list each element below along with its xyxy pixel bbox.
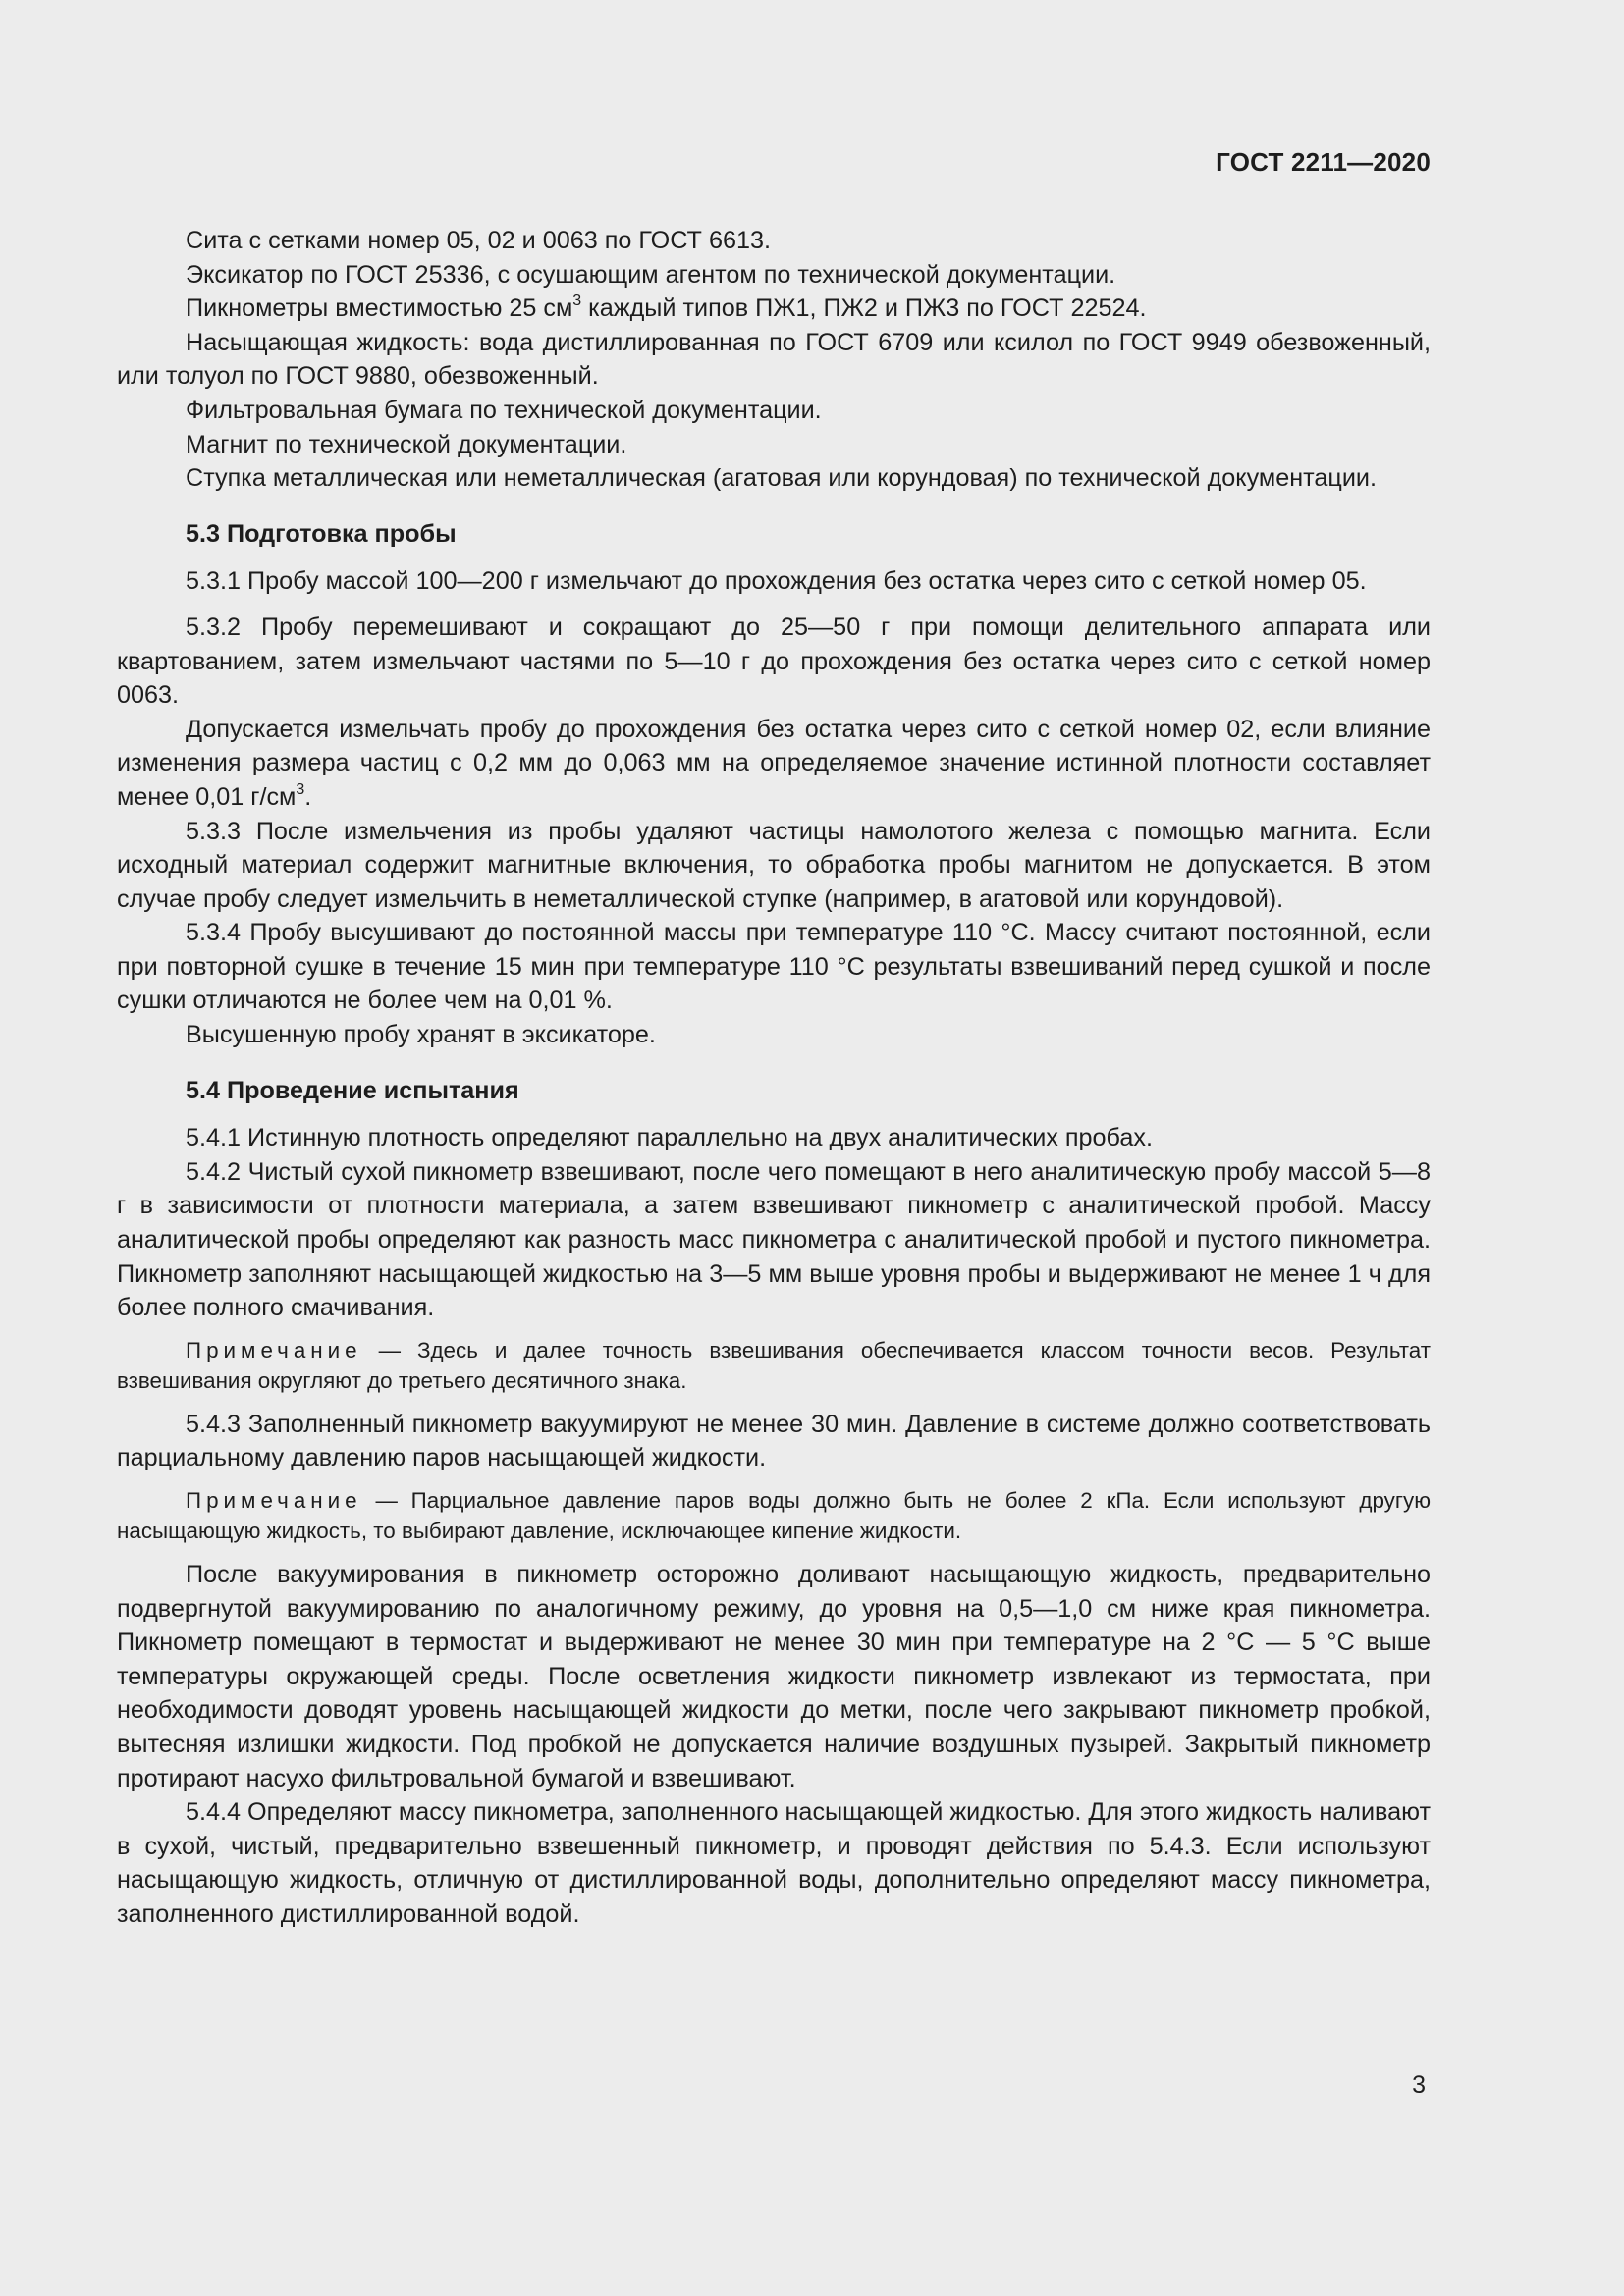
allowed-text-end: . [304,782,312,811]
paragraph-after-vacuum: После вакуумирования в пикнометр осторожно доливают насыщающую жидкость, предварительно подвергнутой вакуумированию по аналогичному режиму, до уровня на 0,5—1,0 см ниже края пикнометра. Пикнометр помещают в термостат и выдерживают не менее 30 мин при температуре на 2 °С — 5 °С выше температуры окружающей среды. После осветления жидкости пикнометр извлекают из термостата, при необходимости доводят уровень насыщающей жидкости до метки, после чего закрывают пикнометр пробкой, вытесняя излишки жидкости. Под пробкой не допускается наличие воздушных пузырей. Закрытый пикнометр протирают насухо фильтровальной бумагой и взвешивают. [117,1561,1431,1792]
allowed-text-start: Допускается измельчать пробу до прохождения без остатка через сито с сеткой номер 02, если влияние изменения размера частиц с 0,2 мм до 0,063 мм на определяемое значение истинной плотности составляет менее 0,01 г/см [117,715,1431,811]
paragraph-5-3-4: 5.3.4 Пробу высушивают до постоянной массы при температуре 110 °С. Массу считают постоянной, если при повторной сушке в течение 15 мин при температуре 110 °С результаты взвешиваний перед сушкой и после сушки отличаются не более чем на 0,01 %. [117,919,1431,1015]
paragraph-5-4-1: 5.4.1 Истинную плотность определяют параллельно на двух аналитических пробах. [186,1124,1153,1152]
pycnometers-superscript: 3 [572,293,582,310]
note-text: — Здесь и далее точность взвешивания обеспечивается классом точности весов. Результат взвешивания округляют до третьего десятичного знака. [117,1337,1431,1393]
section-heading-5-4: 5.4 Проведение испытания [186,1076,519,1104]
document-body [117,224,1431,1932]
paragraph-5-4-4: 5.4.4 Определяют массу пикнометра, заполненного насыщающей жидкостью. Для этого жидкость наливают в сухой, чистый, предварительно взвешенный пикнометр, и проводят действия по 5.4.3. Если используют насыщающую жидкость, отличную от дистиллированной воды, дополнительно определяют массу пикнометра, заполненного дистиллированной водой. [117,1798,1431,1928]
pycnometers-text-end: каждый типов ПЖ1, ПЖ2 и ПЖ3 по ГОСТ 22524. [581,294,1147,323]
section-heading-5-3: 5.3 Подготовка пробы [186,519,457,548]
paragraph-5-3-3: 5.3.3 После измельчения из пробы удаляют частицы намолотого железа с помощью магнита. Если исходный материал содержит магнитные включения, то обработка пробы магнитом не допускается. В этом случае пробу следует измельчить в неметаллической ступке (например, в агатовой или корундовой). [117,817,1431,913]
paragraph-allowed-grinding [117,713,1431,815]
note-weighing [117,1335,1431,1396]
list-item-filter-paper: Фильтровальная бумага по технической документации. [186,396,822,424]
note-text: — Парциальное давление паров воды должно быть не более 2 кПа. Если используют другую насыщающую жидкость, то выбирают давление, исключающее кипение жидкости. [117,1488,1431,1543]
paragraph-storage: Высушенную пробу хранят в эксикаторе. [186,1021,656,1049]
list-item-sieves: Сита с сетками номер 05, 02 и 0063 по ГОСТ 6613. [186,227,771,254]
pycnometers-text-start: Пикнометры вместимостью 25 см [186,294,573,323]
note-label: Примечание [186,1488,362,1513]
list-item-mortar: Ступка металлическая или неметаллическая (агатовая или корундовая) по технической документации. [186,464,1377,493]
note-label: Примечание [186,1337,362,1362]
document-code: ГОСТ 2211—2020 [1216,147,1431,177]
note-pressure [117,1485,1431,1546]
spacer [117,599,1431,611]
paragraph-5-4-3: 5.4.3 Заполненный пикнометр вакуумируют не менее 30 мин. Давление в системе должно соответствовать парциальному давлению паров насыщающей жидкости. [117,1410,1431,1472]
page-number: 3 [1412,2071,1426,2099]
paragraph-5-4-2: 5.4.2 Чистый сухой пикнометр взвешивают, после чего помещают в него аналитическую пробу массой 5—8 г в зависимости от плотности материала, а затем взвешивают пикнометр с аналитической пробой. Массу аналитической пробы определяют как разность масс пикнометра с аналитической пробой и пустого пикнометра. Пикнометр заполняют насыщающей жидкостью на 3—5 мм выше уровня пробы и выдерживают не менее 1 ч для более полного смачивания. [117,1157,1431,1322]
allowed-superscript: 3 [296,780,305,798]
list-item-magnet: Магнит по технической документации. [186,430,627,458]
paragraph-5-3-1: 5.3.1 Пробу массой 100—200 г измельчают до прохождения без остатка через сито с сеткой номер 05. [186,567,1367,596]
list-item-desiccator: Эксикатор по ГОСТ 25336, с осушающим агентом по технической документации. [186,260,1116,289]
list-item-liquid: Насыщающая жидкость: вода дистиллированная по ГОСТ 6709 или ксилол по ГОСТ 9949 обезвоженный, или толуол по ГОСТ 9880, обезвоженный. [117,328,1431,391]
list-item-pycnometers [117,292,1431,326]
paragraph-5-3-2: 5.3.2 Пробу перемешивают и сокращают до 25—50 г при помощи делительного аппарата или квартованием, затем измельчают частями по 5—10 г до прохождения без остатка через сито с сеткой номер 0063. [117,613,1431,710]
